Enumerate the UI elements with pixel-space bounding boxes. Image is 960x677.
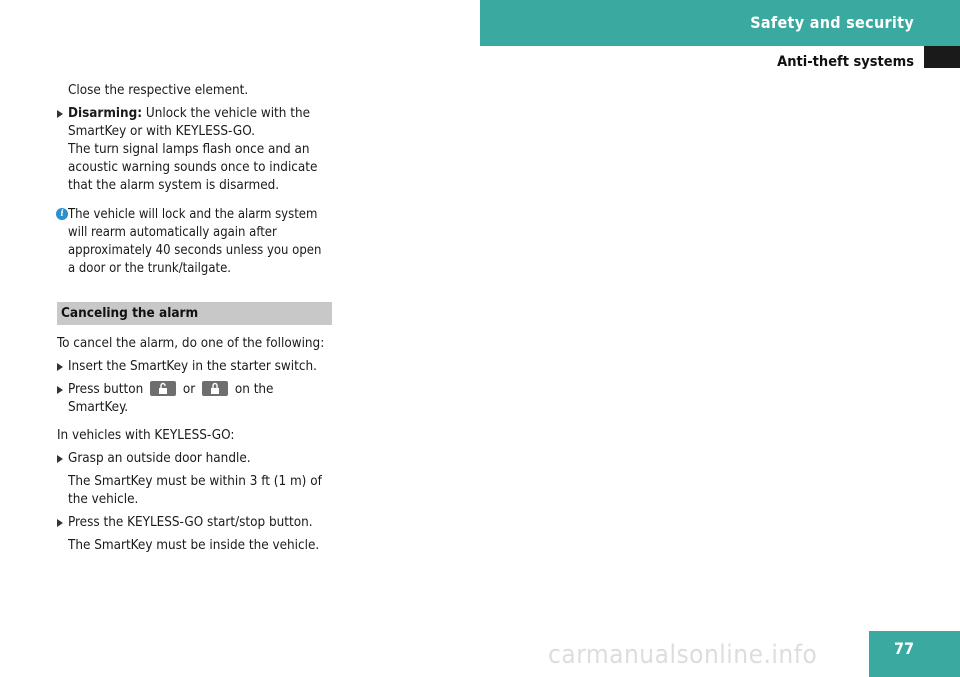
press-suffix: on the SmartKey. [68,382,274,415]
bullet-arrow-icon [57,519,63,527]
bullet-disarming [57,105,332,195]
unlock-icon [150,381,176,396]
close-element-text: Close the respective element. [68,83,249,98]
bullet-arrow-icon [57,110,63,118]
keyless-intro: In vehicles with KEYLESS-GO: [57,428,235,443]
header-bar [480,0,960,46]
disarming-label: Disarming: [68,106,143,121]
grasp-note: The SmartKey must be within 3 ft (1 m) of the vehicle. [68,474,322,507]
cancel-intro: To cancel the alarm, do one of the following: [57,336,325,351]
bullet-press-keyless-text: Press the KEYLESS-GO start/stop button. [68,515,313,530]
info-note-text: The vehicle will lock and the alarm system will rearm automatically again after approximately 40 seconds unless you open a door or the trunk/tailgate. [68,207,322,276]
bullet-grasp-handle [57,450,332,509]
press-or: or [182,382,196,397]
press-prefix: Press button [68,382,144,397]
bullet-insert-smartkey [57,358,332,376]
section-title: Safety and security [750,13,914,32]
keyless-note: The SmartKey must be inside the vehicle. [68,538,320,553]
section-tab-marker [924,46,960,68]
bullet-press-button [57,381,332,417]
disarming-followup: The turn signal lamps flash once and an acoustic warning sounds once to indicate that the alarm system is disarmed. [68,142,318,193]
subsection-title: Anti-theft systems [777,54,914,70]
bullet-insert-text: Insert the SmartKey in the starter switch. [68,359,317,374]
main-content [57,82,332,555]
bullet-arrow-icon [57,455,63,463]
page-number-box [869,631,960,677]
info-icon: i [56,208,68,220]
page-number: 77 [893,639,914,658]
watermark: carmanualsonline.info [548,640,818,670]
section-heading: Canceling the alarm [57,302,332,325]
lock-icon [202,381,228,396]
disarming-text: Unlock the vehicle with the SmartKey or with KEYLESS-GO. [68,106,310,139]
bullet-arrow-icon [57,363,63,371]
bullet-grasp-text: Grasp an outside door handle. [68,451,251,466]
info-note [57,206,332,278]
bullet-arrow-icon [57,386,63,394]
bullet-press-keyless [57,514,332,555]
